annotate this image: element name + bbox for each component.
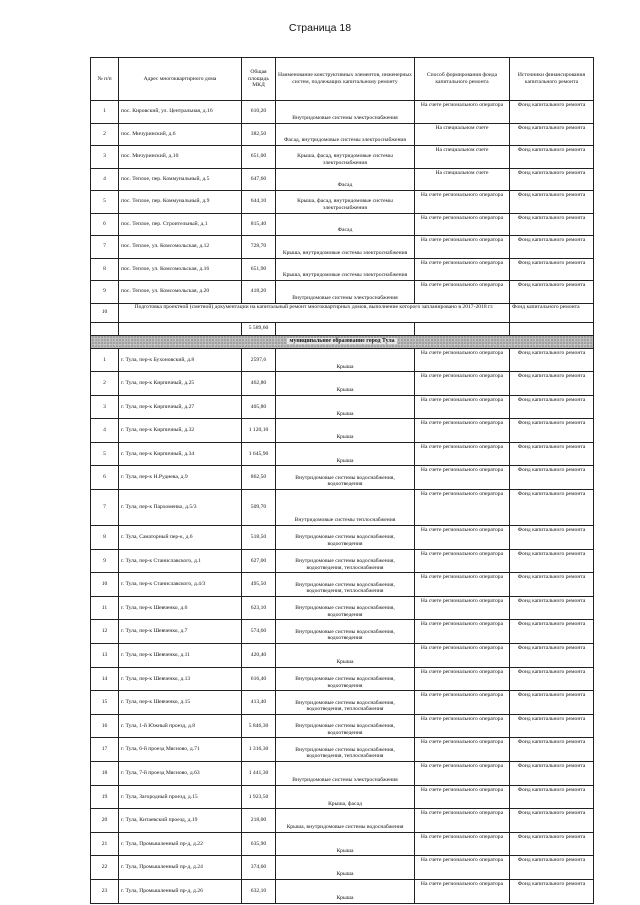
- row-number: 18: [91, 762, 119, 786]
- row-area: 5 846,30: [242, 714, 276, 738]
- table-row: [91, 490, 594, 526]
- table-row: [91, 526, 594, 550]
- row-works: Крыша: [276, 372, 415, 396]
- row-number: 3: [91, 395, 119, 419]
- section-title: муниципальное образование город Тула: [287, 338, 398, 344]
- row-address: пос. Теплое, пер. Коммунальный, д.5: [119, 168, 242, 191]
- row-address: г. Тула, Промышленный пр-д, д.22: [119, 832, 242, 856]
- row-number: 9: [91, 281, 119, 304]
- total-area: 5 589,60: [242, 322, 276, 335]
- group2-rows: [91, 348, 594, 903]
- column-header-num: № п/п: [91, 58, 119, 101]
- table-row: [91, 168, 594, 191]
- row-address: г. Тула, Загородный проезд, д.15: [119, 785, 242, 809]
- row-works: Внутридомовые системы теплоснабжения: [276, 490, 415, 526]
- row-source: Фонд капитального ремонта: [510, 714, 594, 738]
- table-row: [91, 879, 594, 903]
- table-row: [91, 573, 594, 597]
- row-method: На счете регионального оператора: [415, 785, 510, 809]
- row-address: г. Тула, пер-к Станиславского, д.1: [119, 549, 242, 573]
- row-address: г. Тула, пер-к Бухоновский, д.8: [119, 348, 242, 372]
- row-area: 815,40: [242, 213, 276, 236]
- note-row-source: Фонд капитального ремонта: [510, 303, 594, 322]
- table-row: [91, 348, 594, 372]
- row-method: На счете регионального оператора: [415, 101, 510, 124]
- row-area: 1 441,30: [242, 762, 276, 786]
- row-source: Фонд капитального ремонта: [510, 281, 594, 304]
- table-row: [91, 714, 594, 738]
- row-address: г. Тула, 1-й Южный проезд, д.8: [119, 714, 242, 738]
- row-method: На счете регионального оператора: [415, 526, 510, 550]
- row-area: 495,50: [242, 573, 276, 597]
- row-method: На счете регионального оператора: [415, 191, 510, 214]
- total-row-empty-cell: [91, 322, 119, 335]
- row-source: Фонд капитального ремонта: [510, 123, 594, 146]
- row-works: Внутридомовые системы электроснабжения: [276, 101, 415, 124]
- row-number: 1: [91, 101, 119, 124]
- row-method: На счете регионального оператора: [415, 832, 510, 856]
- row-method: На счете регионального оператора: [415, 419, 510, 443]
- table-row: [91, 596, 594, 620]
- row-works: Фасад, внутридомовые системы электроснабжения: [276, 123, 415, 146]
- row-method: На счете регионального оператора: [415, 442, 510, 466]
- row-area: 1 316,30: [242, 738, 276, 762]
- row-area: 574,60: [242, 620, 276, 644]
- row-area: 413,40: [242, 691, 276, 715]
- row-address: г. Тула, Китаевский проезд, д.19: [119, 809, 242, 833]
- row-address: г. Тула, пер-к Пархоменко, д.5/3: [119, 490, 242, 526]
- row-number: 16: [91, 714, 119, 738]
- row-area: 728,70: [242, 236, 276, 259]
- row-address: г. Тула, пер-к Шевченко, д.15: [119, 691, 242, 715]
- total-row-empty-cell: [510, 322, 594, 335]
- row-address: пос. Теплое, ул. Комсомольская, д.20: [119, 281, 242, 304]
- capital-repair-table: [90, 57, 594, 904]
- total-row: [91, 322, 594, 335]
- table-row: [91, 258, 594, 281]
- note-row-number: 10: [91, 303, 119, 322]
- table-row: [91, 101, 594, 124]
- row-number: 12: [91, 620, 119, 644]
- table-row: [91, 832, 594, 856]
- row-source: Фонд капитального ремонта: [510, 549, 594, 573]
- row-address: г. Тула, пер-к Н.Руднева, д.9: [119, 466, 242, 490]
- table-row: [91, 213, 594, 236]
- row-source: Фонд капитального ремонта: [510, 691, 594, 715]
- row-number: 6: [91, 466, 119, 490]
- row-number: 11: [91, 596, 119, 620]
- row-number: 1: [91, 348, 119, 372]
- row-source: Фонд капитального ремонта: [510, 809, 594, 833]
- row-method: На счете регионального оператора: [415, 573, 510, 597]
- row-area: 405,80: [242, 395, 276, 419]
- row-method: На счете регионального оператора: [415, 466, 510, 490]
- row-method: На счете регионального оператора: [415, 620, 510, 644]
- row-address: г. Тула, Санаторный пер-к, д.6: [119, 526, 242, 550]
- row-method: На счете регионального оператора: [415, 236, 510, 259]
- table-row: [91, 620, 594, 644]
- row-source: Фонд капитального ремонта: [510, 832, 594, 856]
- row-source: Фонд капитального ремонта: [510, 236, 594, 259]
- row-method: На специальном счете: [415, 146, 510, 169]
- row-number: 10: [91, 573, 119, 597]
- row-source: Фонд капитального ремонта: [510, 213, 594, 236]
- row-area: 218,00: [242, 809, 276, 833]
- table-row: [91, 738, 594, 762]
- row-method: На счете регионального оператора: [415, 395, 510, 419]
- row-works: Крыша, внутридомовые системы электроснабжения: [276, 258, 415, 281]
- row-source: Фонд капитального ремонта: [510, 146, 594, 169]
- row-address: г. Тула, пер-к Шевченко, д.13: [119, 667, 242, 691]
- row-number: 4: [91, 168, 119, 191]
- row-method: На счете регионального оператора: [415, 258, 510, 281]
- row-number: 23: [91, 879, 119, 903]
- table-row: [91, 281, 594, 304]
- row-method: На счете регионального оператора: [415, 856, 510, 880]
- column-header-method: Способ формирования фонда капитального ремонта: [415, 58, 510, 101]
- row-number: 13: [91, 644, 119, 668]
- section-header-row: [91, 335, 594, 348]
- row-area: 623,10: [242, 596, 276, 620]
- row-source: Фонд капитального ремонта: [510, 442, 594, 466]
- row-area: 1 120,10: [242, 419, 276, 443]
- row-address: г. Тула, 6-й проезд Мясново, д.71: [119, 738, 242, 762]
- table-row: [91, 785, 594, 809]
- row-method: На счете регионального оператора: [415, 596, 510, 620]
- row-number: 9: [91, 549, 119, 573]
- row-works: Внутридомовые системы водоснабжения, водоотведения: [276, 714, 415, 738]
- row-method: На специальном счете: [415, 168, 510, 191]
- row-source: Фонд капитального ремонта: [510, 372, 594, 396]
- row-address: г. Тула, пер-к Шевченко, д.11: [119, 644, 242, 668]
- row-method: На счете регионального оператора: [415, 348, 510, 372]
- row-address: пос. Теплое, ул. Комсомольская, д.12: [119, 236, 242, 259]
- row-number: 7: [91, 490, 119, 526]
- row-address: г. Тула, пер-к Станиславского, д.4/3: [119, 573, 242, 597]
- row-address: пос. Теплое, пер. Коммунальный, д.9: [119, 191, 242, 214]
- row-number: 22: [91, 856, 119, 880]
- row-works: Крыша, фасад, внутридомовые системы электроснабжения: [276, 146, 415, 169]
- row-method: На счете регионального оператора: [415, 691, 510, 715]
- row-address: пос. Мичуринский, д.6: [119, 123, 242, 146]
- row-area: 374,60: [242, 856, 276, 880]
- row-number: 2: [91, 123, 119, 146]
- row-source: Фонд капитального ремонта: [510, 395, 594, 419]
- row-works: Внутридомовые системы водоснабжения, водоотведения: [276, 466, 415, 490]
- summary-rows: [91, 303, 594, 348]
- table-row: [91, 146, 594, 169]
- row-area: 462,80: [242, 372, 276, 396]
- row-method: На счете регионального оператора: [415, 644, 510, 668]
- row-method: На счете регионального оператора: [415, 213, 510, 236]
- row-method: На счете регионального оператора: [415, 762, 510, 786]
- row-source: Фонд капитального ремонта: [510, 738, 594, 762]
- row-area: 627,00: [242, 549, 276, 573]
- row-works: Крыша: [276, 644, 415, 668]
- row-works: Внутридомовые системы электроснабжения: [276, 762, 415, 786]
- row-number: 6: [91, 213, 119, 236]
- table-row: [91, 667, 594, 691]
- table-row: [91, 442, 594, 466]
- row-source: Фонд капитального ремонта: [510, 573, 594, 597]
- row-area: 632,10: [242, 879, 276, 903]
- row-works: Крыша, внутридомовые системы водоснабжения: [276, 809, 415, 833]
- row-works: Фасад: [276, 213, 415, 236]
- row-source: Фонд капитального ремонта: [510, 762, 594, 786]
- row-works: Внутридомовые системы водоснабжения, водоотведения, теплоснабжения: [276, 691, 415, 715]
- row-method: На счете регионального оператора: [415, 738, 510, 762]
- row-area: 1 645,90: [242, 442, 276, 466]
- row-source: Фонд капитального ремонта: [510, 644, 594, 668]
- section-header-cell: [91, 335, 594, 348]
- column-header-address: Адрес многоквартирного дома: [119, 58, 242, 101]
- column-header-works: Наименование конструктивных элементов, инженерных систем, подлежащих капитальному ремонту: [276, 58, 415, 101]
- note-row-text: Подготовка проектной (сметной) документации на капитальный ремонт многоквартирных домов, выполнение которого запланировано в 2017-2018 гг.: [119, 303, 510, 322]
- row-works: Фасад: [276, 168, 415, 191]
- row-source: Фонд капитального ремонта: [510, 191, 594, 214]
- row-works: Внутридомовые системы водоснабжения, водоотведения: [276, 667, 415, 691]
- table-row: [91, 191, 594, 214]
- row-works: Внутридомовые системы водоснабжения, водоотведения: [276, 596, 415, 620]
- row-address: пос. Теплое, пер. Строительный, д.1: [119, 213, 242, 236]
- row-source: Фонд капитального ремонта: [510, 168, 594, 191]
- table-row: [91, 419, 594, 443]
- row-area: 382,50: [242, 123, 276, 146]
- row-works: Внутридомовые системы водоснабжения, водоотведения, теплоснабжения: [276, 549, 415, 573]
- total-row-empty-cell: [276, 322, 415, 335]
- row-number: 8: [91, 258, 119, 281]
- row-area: 862,50: [242, 466, 276, 490]
- row-area: 644,10: [242, 191, 276, 214]
- row-area: 2597,6: [242, 348, 276, 372]
- table-row: [91, 372, 594, 396]
- row-area: 616,40: [242, 667, 276, 691]
- page-number-header: Страница 18: [288, 22, 352, 34]
- row-works: Внутридомовые системы водоснабжения, водоотведения: [276, 620, 415, 644]
- row-method: На счете регионального оператора: [415, 667, 510, 691]
- row-works: Внутридомовые системы водоснабжения, водоотведения, теплоснабжения: [276, 738, 415, 762]
- row-area: 635,90: [242, 832, 276, 856]
- row-source: Фонд капитального ремонта: [510, 490, 594, 526]
- row-address: г. Тула, Промышленный пр-д, д.26: [119, 879, 242, 903]
- row-works: Крыша: [276, 856, 415, 880]
- row-source: Фонд капитального ремонта: [510, 526, 594, 550]
- row-area: 651,00: [242, 146, 276, 169]
- row-source: Фонд капитального ремонта: [510, 620, 594, 644]
- row-address: г. Тула, пер-к Шевченко, д.7: [119, 620, 242, 644]
- row-source: Фонд капитального ремонта: [510, 879, 594, 903]
- row-method: На счете регионального оператора: [415, 549, 510, 573]
- row-address: г. Тула, пер-к Шевченко, д.6: [119, 596, 242, 620]
- row-address: г. Тула, пер-к Кирпичный, д.34: [119, 442, 242, 466]
- row-number: 14: [91, 667, 119, 691]
- row-works: Крыша: [276, 879, 415, 903]
- row-works: Внутридомовые системы электроснабжения: [276, 281, 415, 304]
- row-number: 15: [91, 691, 119, 715]
- row-number: 20: [91, 809, 119, 833]
- row-area: 509,70: [242, 490, 276, 526]
- table-row: [91, 691, 594, 715]
- row-works: Крыша: [276, 442, 415, 466]
- row-works: Внутридомовые системы водоснабжения, водоотведения, теплоснабжения: [276, 573, 415, 597]
- row-source: Фонд капитального ремонта: [510, 419, 594, 443]
- row-number: 5: [91, 191, 119, 214]
- row-source: Фонд капитального ремонта: [510, 466, 594, 490]
- row-area: 418,20: [242, 281, 276, 304]
- row-number: 3: [91, 146, 119, 169]
- row-source: Фонд капитального ремонта: [510, 785, 594, 809]
- table-row: [91, 809, 594, 833]
- row-number: 2: [91, 372, 119, 396]
- row-method: На счете регионального оператора: [415, 372, 510, 396]
- row-method: На специальном счете: [415, 123, 510, 146]
- table-row: [91, 123, 594, 146]
- group1-rows: [91, 101, 594, 304]
- row-address: пос. Мичуринский, д.10: [119, 146, 242, 169]
- row-address: г. Тула, 7-й проезд Мясново, д.63: [119, 762, 242, 786]
- row-method: На счете регионального оператора: [415, 879, 510, 903]
- table-header: [91, 58, 594, 101]
- row-number: 19: [91, 785, 119, 809]
- table-row: [91, 549, 594, 573]
- row-number: 7: [91, 236, 119, 259]
- row-address: г. Тула, Промышленный пр-д, д.24: [119, 856, 242, 880]
- row-source: Фонд капитального ремонта: [510, 258, 594, 281]
- table-row: [91, 762, 594, 786]
- row-address: г. Тула, пер-к Кирпичный, д.32: [119, 419, 242, 443]
- row-number: 17: [91, 738, 119, 762]
- row-source: Фонд капитального ремонта: [510, 348, 594, 372]
- row-number: 5: [91, 442, 119, 466]
- row-area: 420,40: [242, 644, 276, 668]
- row-address: пос. Кировский, ул. Центральная, д.16: [119, 101, 242, 124]
- row-address: г. Тула, пер-к Кирпичный, д.27: [119, 395, 242, 419]
- row-method: На счете регионального оператора: [415, 714, 510, 738]
- row-source: Фонд капитального ремонта: [510, 667, 594, 691]
- row-area: 518,50: [242, 526, 276, 550]
- row-method: На счете регионального оператора: [415, 490, 510, 526]
- row-area: 1 923,50: [242, 785, 276, 809]
- row-works: Крыша: [276, 832, 415, 856]
- row-area: 647,60: [242, 168, 276, 191]
- table-row: [91, 466, 594, 490]
- row-method: На счете регионального оператора: [415, 809, 510, 833]
- table-row: [91, 644, 594, 668]
- row-works: Крыша, фасад: [276, 785, 415, 809]
- table-row: [91, 236, 594, 259]
- row-area: 610,20: [242, 101, 276, 124]
- table-row: [91, 856, 594, 880]
- row-address: г. Тула, пер-к Кирпичный, д.25: [119, 372, 242, 396]
- row-number: 21: [91, 832, 119, 856]
- row-source: Фонд капитального ремонта: [510, 856, 594, 880]
- row-method: На счете регионального оператора: [415, 281, 510, 304]
- table-row: [91, 395, 594, 419]
- row-source: Фонд капитального ремонта: [510, 101, 594, 124]
- row-address: пос. Теплое, ул. Комсомольская, д.16: [119, 258, 242, 281]
- row-works: Крыша: [276, 395, 415, 419]
- row-number: 8: [91, 526, 119, 550]
- row-source: Фонд капитального ремонта: [510, 596, 594, 620]
- row-works: Крыша, фасад, внутридомовые системы электроснабжения: [276, 191, 415, 214]
- row-area: 651,90: [242, 258, 276, 281]
- row-works: Крыша: [276, 348, 415, 372]
- total-row-empty-cell: [119, 322, 242, 335]
- column-header-area: Общая площадь МКД: [242, 58, 276, 101]
- row-number: 4: [91, 419, 119, 443]
- note-row: [91, 303, 594, 322]
- row-works: Внутридомовые системы водоснабжения, водоотведения: [276, 526, 415, 550]
- row-works: Крыша: [276, 419, 415, 443]
- total-row-empty-cell: [415, 322, 510, 335]
- column-header-source: Источники финансирования капитального ремонта: [510, 58, 594, 101]
- row-works: Крыша, внутридомовые системы электроснабжения: [276, 236, 415, 259]
